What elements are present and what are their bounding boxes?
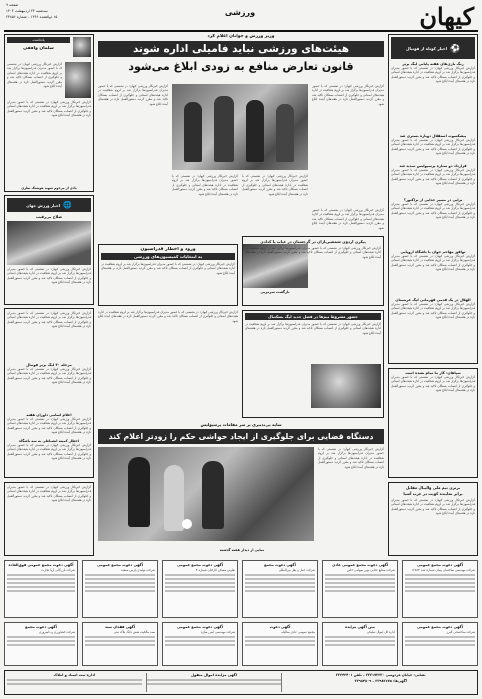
news-box-title: اخبار کوتاه از فوتبال — [406, 45, 448, 51]
main-photo-caption: نمایی از دیدار هفته گذشته — [219, 548, 265, 552]
column-label: یادداشت — [7, 37, 70, 43]
ad-body: شرکت حمل و نقل بین‌المللی — [278, 568, 315, 572]
page-number: صفحه ۹ — [6, 3, 19, 7]
left-lower-headline-3: اخطار کمیته انضباطی به سه باشگاه — [18, 439, 79, 443]
mid-photo-caption: بازگشت سرمربی — [260, 290, 290, 294]
left-mid-text: گزارش خبرنگار ورزشی کیهان؛ در نشستی که با حضور مدیران فدراسیون‌ها برگزار شد بر لزوم شفافیت در اداره هیئت‌های استانی و جلوگیری از انتصاب بستگان تاکید شد و مقرر گردید دستورالعمل تازه در هفته‌های آینده ابلاغ شود. — [7, 485, 91, 503]
ad-title: متن آگهی مزایده — [345, 625, 375, 629]
sidebar-headline-6: الهلال در یک قدمی قهرمانی لیگ عربستان — [395, 298, 471, 302]
sidebar-text-5: گزارش خبرنگار ورزشی کیهان؛ در نشستی که با حضور مدیران فدراسیون‌ها برگزار شد بر لزوم شفافیت در اداره هیئت‌های استانی و جلوگیری از انتصاب بستگان تاکید شد و مقرر گردید دستورالعمل تازه در هفته‌های آینده ابلاغ شود. — [391, 254, 475, 272]
volleyball-team-text: گزارش خبرنگار ورزشی کیهان؛ در نشستی که با حضور مدیران فدراسیون‌ها برگزار شد بر لزوم شفافیت در اداره هیئت‌های استانی و جلوگیری از انتصاب بستگان تاکید شد و مقرر گردید دستورالعمل تازه در هفته‌های آینده ابلاغ شود. — [391, 498, 475, 516]
left-lower-text-2: گزارش خبرنگار ورزشی کیهان؛ در نشستی که با حضور مدیران فدراسیون‌ها برگزار شد بر لزوم شفافیت در اداره هیئت‌های استانی و جلوگیری از انتصاب بستگان تاکید شد و مقرر گردید دستورالعمل تازه در هفته‌های آینده ابلاغ شود. — [7, 367, 91, 385]
lead-text-col-1: گزارش خبرنگار ورزشی کیهان؛ در نشستی که با حضور مدیران فدراسیون‌ها برگزار شد بر لزوم شفافیت در اداره هیئت‌های استانی و جلوگیری از انتصاب بستگان تاکید شد و مقرر گردید دستورالعمل تازه در هفته‌های آینده ابلاغ شود. — [312, 84, 384, 106]
fencing-box — [242, 236, 384, 306]
sidebar-text-4: گزارش خبرنگار ورزشی کیهان؛ در نشستی که با حضور مدیران فدراسیون‌ها برگزار شد بر لزوم شفافیت در اداره هیئت‌های استانی و جلوگیری از انتصاب بستگان تاکید شد و مقرر گردید دستورالعمل تازه در هفته‌های آینده ابلاغ شود. — [391, 202, 475, 220]
ad-body: شرکت صنایع غذایی نوین سهامی خاص — [346, 568, 395, 572]
lead-text-col-5: گزارش خبرنگار ورزشی کیهان؛ در نشستی که با حضور مدیران فدراسیون‌ها برگزار شد بر لزوم شفافیت در اداره هیئت‌های استانی و جلوگیری از انتصاب بستگان تاکید شد و مقرر گردید دستورالعمل تازه در هفته‌های آینده ابلاغ شود. — [312, 208, 384, 230]
sidebar-text-2: گزارش خبرنگار ورزشی کیهان؛ در نشستی که با حضور مدیران فدراسیون‌ها برگزار شد بر لزوم شفافیت در اداره هیئت‌های استانی و جلوگیری از انتصاب بستگان تاکید شد و مقرر گردید دستورالعمل تازه در هفته‌های آینده ابلاغ شود. — [391, 138, 475, 156]
left-mid-box — [4, 482, 94, 556]
world-text: گزارش خبرنگار ورزشی کیهان؛ در نشستی که با حضور مدیران فدراسیون‌ها برگزار شد بر لزوم شفافیت در اداره هیئت‌های استانی و جلوگیری از انتصاب بستگان تاکید شد و مقرر گردید دستورالعمل تازه در هفته‌های آینده ابلاغ شود. — [7, 267, 91, 285]
left-sidebar-column — [4, 34, 94, 192]
lead-text-col-4: گزارش خبرنگار ورزشی کیهان؛ در نشستی که با حضور مدیران فدراسیون‌ها برگزار شد بر لزوم شفافیت در اداره هیئت‌های استانی و جلوگیری از انتصاب بستگان تاکید شد و مقرر گردید دستورالعمل تازه در هفته‌های آینده ابلاغ شود. — [242, 174, 308, 196]
ad-box-3 — [242, 560, 318, 618]
ad-body: مجمع عمومی عادی سالیانه — [281, 630, 315, 634]
lead-kicker: وزیر ورزش و جوانان اعلام کرد — [207, 34, 275, 39]
ad-box-1 — [402, 560, 478, 618]
left-lower-headline: مرحله ۳۰ لیگ برتر فوتبال — [26, 363, 72, 367]
lead-photo — [172, 84, 308, 170]
fencing-text: گزارش خبرنگار ورزشی کیهان؛ در نشستی که با حضور مدیران فدراسیون‌ها برگزار شد بر لزوم شفافیت در اداره هیئت‌های استانی و جلوگیری از انتصاب بستگان تاکید شد و مقرر گردید دستورالعمل تازه در هفته‌های آینده ابلاغ شود. — [245, 246, 381, 259]
lead-text-col-2: گزارش خبرنگار ورزشی کیهان؛ در نشستی که با حضور مدیران فدراسیون‌ها برگزار شد بر لزوم شفافیت در اداره هیئت‌های استانی و جلوگیری از انتصاب بستگان تاکید شد و مقرر گردید دستورالعمل تازه در هفته‌های آینده ابلاغ شود. — [98, 84, 168, 106]
date-persian: سه‌شنبه ۲۳ اردیبهشت ۱۴۰۴ — [6, 9, 48, 13]
ad-title: آگهی دعوت مجمع عمومی — [417, 563, 463, 567]
ad-body: شرکت مهندسی ایمن سازه — [200, 630, 235, 634]
ad-title: آگهی فقدان سند — [104, 625, 136, 629]
world-sports-title: اخبار ورزش جهان — [26, 202, 61, 208]
world-photo — [7, 221, 91, 265]
ad-title: آگهی دعوت مجمع — [25, 625, 57, 629]
left-lower-text-1: گزارش خبرنگار ورزشی کیهان؛ در نشستی که با حضور مدیران فدراسیون‌ها برگزار شد بر لزوم شفافیت در اداره هیئت‌های استانی و جلوگیری از انتصاب بستگان تاکید شد و مقرر گردید دستورالعمل تازه در هفته‌های آینده ابلاغ شود. — [7, 311, 91, 329]
ad-box-5 — [82, 560, 158, 618]
sidebar-headline-2: پیشکسوت استقلال دوباره بستری شد — [399, 134, 467, 138]
ad-body: شرکت ساختمانی البرز — [446, 630, 475, 634]
mid-text-block — [98, 310, 238, 418]
sidebar-headline-4: ترابی در مسیر جدایی از تراکتور؟ — [403, 198, 463, 202]
ad-box-12 — [4, 622, 78, 666]
column-text-2: گزارش خبرنگار ورزشی کیهان؛ در نشستی که با حضور مدیران فدراسیون‌ها برگزار شد بر لزوم شفافیت در اداره هیئت‌های استانی و جلوگیری از انتصاب بستگان تاکید شد و مقرر گردید دستورالعمل تازه در هفته‌های آینده ابلاغ شود. — [7, 100, 91, 118]
column-author: سلمان واقفی — [23, 46, 54, 51]
sidebar-text-6: گزارش خبرنگار ورزشی کیهان؛ در نشستی که با حضور مدیران فدراسیون‌ها برگزار شد بر لزوم شفافیت در اداره هیئت‌های استانی و جلوگیری از انتصاب بستگان تاکید شد و مقرر گردید دستورالعمل تازه در هفته‌های آینده ابلاغ شود. — [391, 302, 475, 320]
main-title: دستگاه قضایی برای جلوگیری از ایجاد حواشی حکم را زودتر اعلام کند — [98, 429, 384, 444]
volleyball-team-title: برتری تیم ملی والیبال مقابل — [405, 485, 461, 490]
main-text-1: گزارش خبرنگار ورزشی کیهان؛ در نشستی که با حضور مدیران فدراسیون‌ها برگزار شد بر لزوم شفافیت در اداره هیئت‌های استانی و جلوگیری از انتصاب بستگان تاکید شد و مقرر گردید دستورالعمل تازه در هفته‌های آینده ابلاغ شود. — [318, 447, 384, 469]
mid-text-1: گزارش خبرنگار ورزشی کیهان؛ در نشستی که با حضور مدیران فدراسیون‌ها برگزار شد بر لزوم شفافیت در اداره هیئت‌های استانی و جلوگیری از انتصاب بستگان تاکید شد و مقرر گردید دستورالعمل تازه در هفته‌های آینده ابلاغ شود. — [98, 310, 238, 323]
sidebar-headline-1: رنگ باز‌ی‌های هفته پایانی لیگ برتر — [402, 62, 464, 66]
lead-title: هیئت‌های ورزشی نباید فامیلی اداره شوند — [98, 41, 384, 57]
lead-story-header — [98, 34, 384, 80]
world-sports-header — [7, 198, 91, 212]
ad-box-7 — [402, 622, 478, 666]
ad-title: آگهی دعوت — [269, 625, 291, 629]
ad-body: شرکت مهندسی ساختمان پیمان شماره ثبت ۱۲۵۶۴ — [411, 568, 475, 572]
ad-box-6 — [4, 560, 78, 618]
footer-address: نشانی: خیابان فردوسی ۲۲۳۱۷۲۳۳۰ – تلفن ۲۲۳۴۳۴۰۱ — [335, 673, 426, 677]
ad-box-2 — [322, 560, 398, 618]
sidebar-headline-5: توافق مهاجم جوان با باشگاه اروپایی — [400, 250, 466, 254]
globe-icon: 🌐 — [63, 201, 72, 209]
world-sports-box — [4, 195, 94, 305]
basketball-text: گزارش خبرنگار ورزشی کیهان؛ در نشستی که با حضور مدیران فدراسیون‌ها برگزار شد بر لزوم شفافیت در اداره هیئت‌های استانی و جلوگیری از انتصاب بستگان تاکید شد و مقرر گردید دستورالعمل تازه در هفته‌های آینده ابلاغ شود. — [245, 322, 381, 335]
ad-body: سند مالکیت شش دانگ پلاک ثبتی — [113, 630, 155, 634]
ad-title: آگهی دعوت مجمع عمومی — [97, 563, 143, 567]
ad-box-10 — [162, 622, 238, 666]
main-story — [98, 422, 384, 554]
sidebar-text-1: گزارش خبرنگار ورزشی کیهان؛ در نشستی که با حضور مدیران فدراسیون‌ها برگزار شد بر لزوم شفافیت در اداره هیئت‌های استانی و جلوگیری از انتصاب بستگان تاکید شد و مقرر گردید دستورالعمل تازه در هفته‌های آینده ابلاغ شود. — [391, 66, 475, 84]
volleyball-team-box — [388, 482, 478, 556]
footer-middle: آگهی مزایده اموال منقول — [191, 673, 238, 677]
fencing-title: پیکری اردوی شمشیربازان در گرجستان در غیاب یا کدادی — [260, 239, 366, 244]
ad-box-8 — [322, 622, 398, 666]
ad-box-4 — [162, 560, 238, 618]
ad-body: شرکت بازرگانی آریا تجارت — [41, 568, 75, 572]
ad-body: تعاونی مسکن کارکنان شماره ۴ — [195, 568, 235, 572]
news-box-header — [391, 37, 475, 59]
volleyball-title: ورود و اخطار فدراسیون — [140, 247, 196, 252]
ad-title: آگهی دعوت مجمع عمومی فوق‌العاده — [8, 563, 74, 567]
ad-title: آگهی دعوت مجمع عمومی — [417, 625, 463, 629]
column-text-1: گزارش خبرنگار ورزشی کیهان؛ در نشستی که با حضور مدیران فدراسیون‌ها برگزار شد بر لزوم شفافیت در اداره هیئت‌های استانی و جلوگیری از انتصاب بستگان تاکید شد و مقرر گردید دستورالعمل تازه در هفته‌های آینده ابلاغ شود. — [7, 62, 62, 89]
sidebar-bottom-headline: سپاهان: کار ما تمام نشده است — [405, 371, 461, 375]
sidebar-headline-3: قرارداد دو ستاره پرسپولیس تمدید شد — [399, 164, 467, 168]
basketball-photo — [311, 364, 381, 408]
footer-phone: آگهی‌ها: ۳۳۹۸۳۶۷۵ – ۳۳۹۸۴۸۰۹ — [354, 679, 407, 683]
masthead — [0, 0, 482, 30]
left-lower-box — [4, 308, 94, 478]
right-sidebar — [388, 34, 478, 364]
volleyball-story — [98, 244, 238, 306]
ad-body: شرکت کشاورزی و دامپروری — [38, 630, 75, 634]
ad-title: آگهی دعوت مجمع عمومی عادی — [331, 563, 389, 567]
ad-body: شرکت تولیدی پارس صنعت — [120, 568, 155, 572]
author-photo — [65, 62, 91, 98]
section-title: ورزشی — [224, 8, 256, 17]
ad-box-11 — [82, 622, 158, 666]
main-photo — [98, 447, 314, 541]
masthead-rule — [4, 30, 478, 32]
footer-left: اداره ثبت اسناد و املاک — [53, 673, 96, 677]
volleyball-text: گزارش خبرنگار ورزشی کیهان؛ در نشستی که با حضور مدیران فدراسیون‌ها برگزار شد بر لزوم شفافیت در اداره هیئت‌های استانی و جلوگیری از انتصاب بستگان تاکید شد و مقرر گردید دستورالعمل تازه در هفته‌های آینده ابلاغ شود. — [101, 262, 235, 275]
column-logo — [73, 37, 91, 57]
sidebar-bottom-text: گزارش خبرنگار ورزشی کیهان؛ در نشستی که با حضور مدیران فدراسیون‌ها برگزار شد بر لزوم شفافیت در اداره هیئت‌های استانی و جلوگیری از انتصاب بستگان تاکید شد و مقرر گردید دستورالعمل تازه در هفته‌های آینده ابلاغ شود. — [391, 375, 475, 393]
volleyball-team-subtitle: برابر نماینده کویت در غرب آسیا — [403, 491, 463, 496]
ad-title: آگهی دعوت مجمع عمومی — [177, 563, 223, 567]
ad-title: آگهی دعوت مجمع عمومی — [177, 625, 223, 629]
date-hijri: ۱۵ ذوالقعده ۱۴۴۶ – شماره ۲۳۸۵۶ — [6, 15, 58, 19]
ad-box-9 — [242, 622, 318, 666]
basketball-title: حضور مشروط تیم‌ها در فصل جدید لیگ بسکتبال — [245, 313, 381, 320]
lead-subtitle: قانون تعارض منافع به زودی ابلاغ می‌شود — [128, 60, 354, 73]
ad-body: اداره کل اموال تملیکی — [366, 630, 395, 634]
sidebar-text-3: گزارش خبرنگار ورزشی کیهان؛ در نشستی که با حضور مدیران فدراسیون‌ها برگزار شد بر لزوم شفافیت در اداره هیئت‌های استانی و جلوگیری از انتصاب بستگان تاکید شد و مقرر گردید دستورالعمل تازه در هفته‌های آینده ابلاغ شود. — [391, 168, 475, 186]
basketball-box — [242, 310, 384, 418]
main-kicker: سایه بی‌تدبیری بر سر مقامات پرسپولیس — [200, 422, 282, 427]
ad-title: آگهی دعوت مجمع — [264, 563, 296, 567]
left-lower-text-3: گزارش خبرنگار ورزشی کیهان؛ در نشستی که با حضور مدیران فدراسیون‌ها برگزار شد بر لزوم شفافیت در اداره هیئت‌های استانی و جلوگیری از انتصاب بستگان تاکید شد و مقرر گردید دستورالعمل تازه در هفته‌های آینده ابلاغ شود. — [7, 417, 91, 435]
masthead-logo: کیهان — [419, 2, 474, 31]
author-note: یادی از مرحوم شهید هوشنگ نظری — [21, 186, 77, 190]
lead-text-col-3: گزارش خبرنگار ورزشی کیهان؛ در نشستی که با حضور مدیران فدراسیون‌ها برگزار شد بر لزوم شفافیت در اداره هیئت‌های استانی و جلوگیری از انتصاب بستگان تاکید شد و مقرر گردید دستورالعمل تازه در هفته‌های آینده ابلاغ شود. — [172, 174, 238, 196]
right-sidebar-lower — [388, 368, 478, 478]
left-lower-text-4: گزارش خبرنگار ورزشی کیهان؛ در نشستی که با حضور مدیران فدراسیون‌ها برگزار شد بر لزوم شفافیت در اداره هیئت‌های استانی و جلوگیری از انتصاب بستگان تاکید شد و مقرر گردید دستورالعمل تازه در هفته‌های آینده ابلاغ شود. — [7, 443, 91, 461]
volleyball-subtitle: به انتخابات کمیسیون‌های ورزشی — [101, 253, 235, 260]
football-icon: ⚽ — [450, 43, 460, 53]
footer-strip — [4, 670, 478, 695]
left-lower-headline-2: اعلام اسامی داوران هفته — [26, 413, 72, 417]
world-headline: صلاح بی‌رقیب — [35, 214, 63, 219]
